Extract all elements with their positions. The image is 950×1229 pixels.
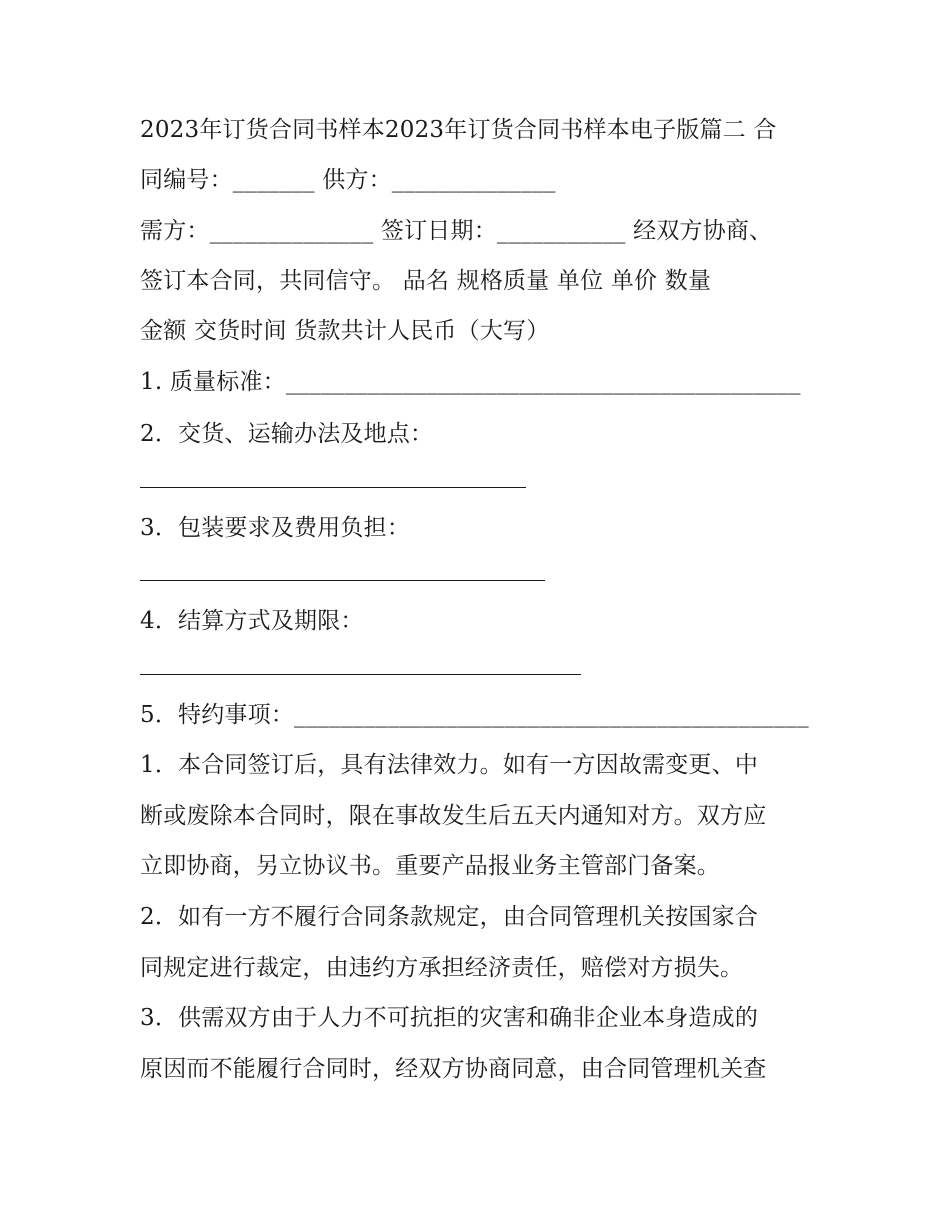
text-line-4: 签订本合同，共同信守。 品名 规格质量 单位 单价 数量 — [140, 268, 712, 294]
text-line-5: 金额 交货时间 货款共计人民币（大写） — [140, 318, 550, 344]
text-line-6: 1. 质量标准：____________________________________________ — [140, 369, 801, 395]
text-line-13: 立即协商，另立协议书。重要产品报业务主管部门备案。 — [140, 853, 720, 879]
text-line-14: 2．如有一方不履行合同条款规定，由合同管理机关按国家合 — [140, 904, 759, 930]
blank-line-settlement — [140, 674, 581, 675]
text-line-3: 需方：______________ 签订日期：___________ 经双方协商、 — [140, 218, 773, 244]
text-line-1: 2023年订货合同书样本2023年订货合同书样本电子版篇二 合 — [140, 117, 777, 143]
blank-line-packaging — [140, 580, 545, 581]
text-line-12: 断或废除本合同时，限在事故发生后五天内通知对方。双方应 — [140, 803, 767, 829]
text-line-10: 5．特约事项：____________________________________________ — [140, 702, 809, 728]
text-line-11: 1．本合同签订后，具有法律效力。如有一方因故需变更、中 — [140, 752, 759, 778]
text-line-17: 原因而不能履行合同时，经双方协商同意，由合同管理机关查 — [140, 1056, 767, 1082]
text-line-8: 3．包装要求及费用负担： — [140, 515, 411, 541]
text-line-9: 4．结算方式及期限： — [140, 608, 364, 634]
text-line-7: 2．交货、运输办法及地点： — [140, 421, 434, 447]
blank-line-delivery — [140, 487, 526, 488]
text-line-15: 同规定进行裁定，由违约方承担经济责任，赔偿对方损失。 — [140, 955, 744, 981]
text-line-16: 3．供需双方由于人力不可抗拒的灾害和确非企业本身造成的 — [140, 1005, 759, 1031]
text-line-2: 同编号：_______ 供方：______________ — [140, 167, 556, 193]
